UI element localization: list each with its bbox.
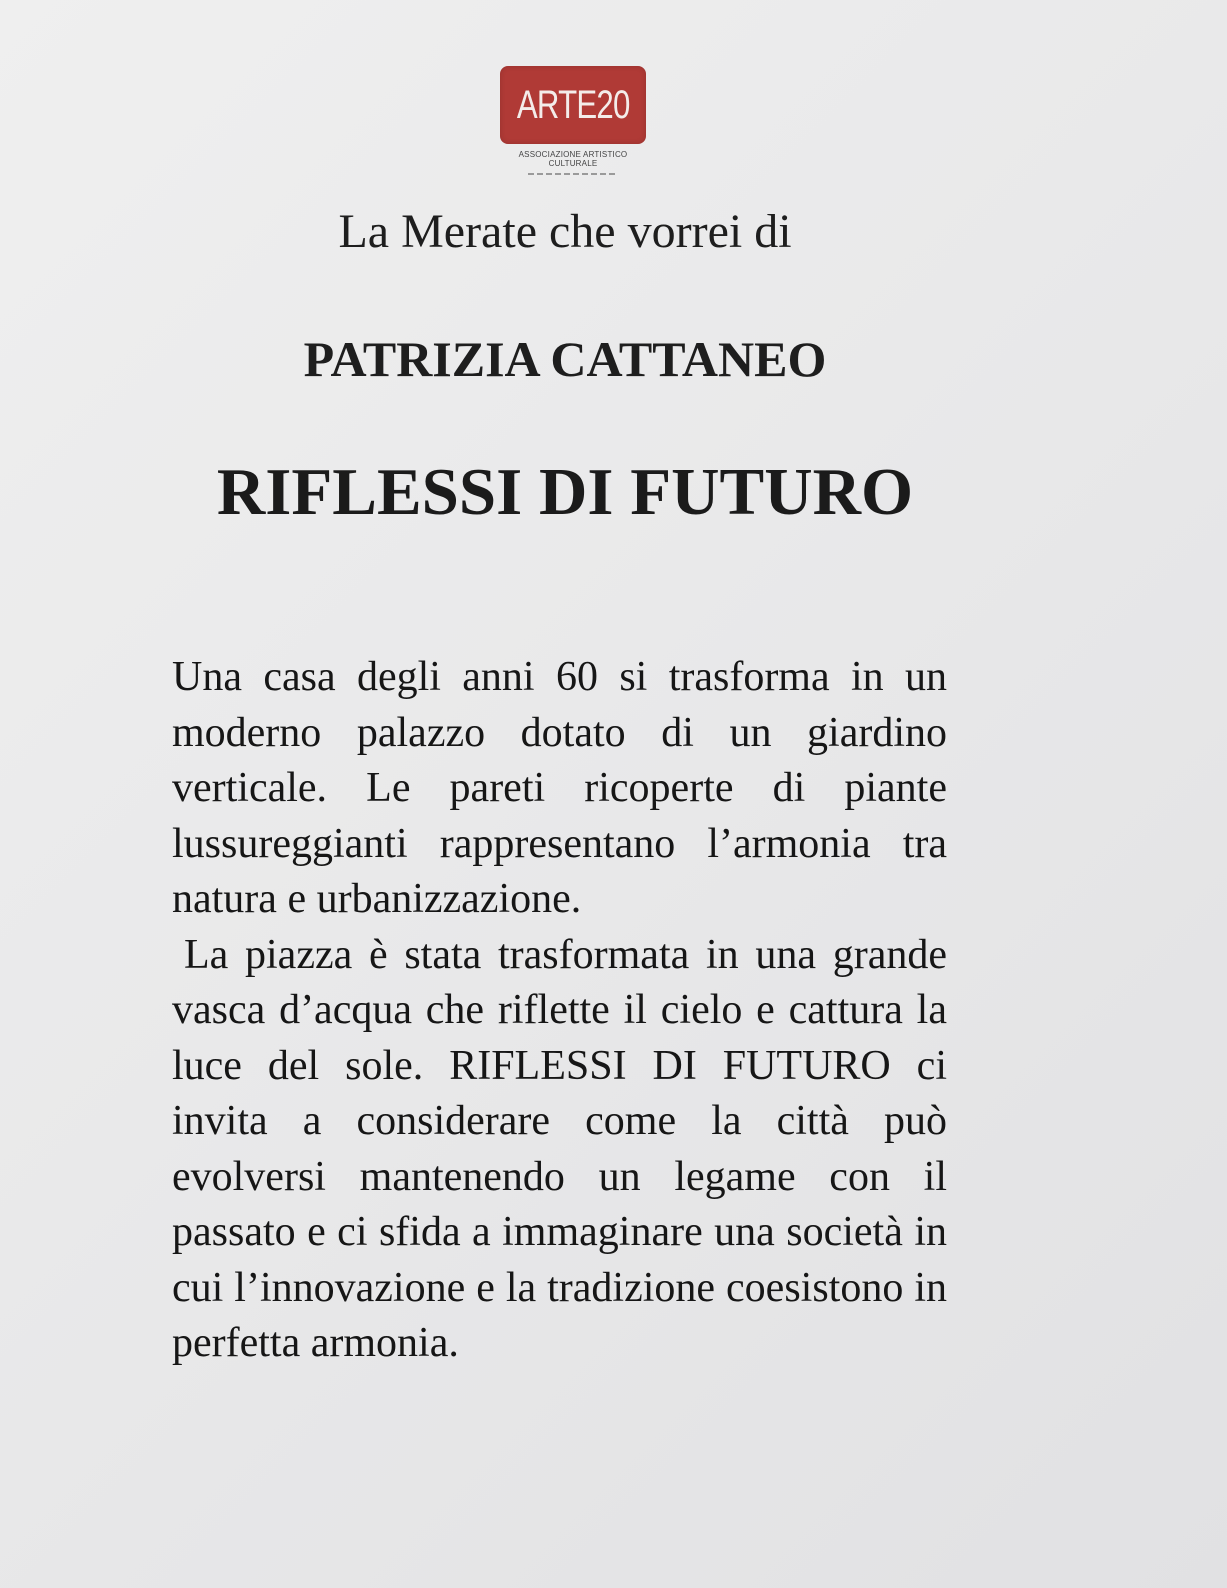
description-text (172, 650, 947, 1372)
logo-badge (500, 66, 646, 144)
author-name: PATRIZIA CATTANEO (303, 331, 827, 387)
description-paragraph-2: La piazza è stata trasformata in una grande vasca d’acqua che riflette il cielo e cattura la luce del sole. RIFLESSI DI FUTURO ci invita a considerare come la città può evolversi mantenendo un legame con il passato e ci sfida a immaginare una società in cui l’innovazione e la tradizione coesistono in perfetta armonia. (172, 931, 947, 1366)
document-subtitle: La Merate che vorrei di (338, 205, 792, 258)
logo-word: ARTE20 (516, 82, 630, 127)
arte20-logo (497, 66, 649, 176)
logo-tagline: ASSOCIAZIONE ARTISTICO CULTURALE (518, 150, 628, 168)
artwork-title: RIFLESSI DI FUTURO (216, 455, 914, 529)
description-paragraph-1: Una casa degli anni 60 si trasforma in un moderno palazzo dotato di un giardino verticale. Le pareti ricoperte di piante lussureggianti rappresentano l’armonia tra natura e urbanizzazione. (172, 654, 947, 922)
logo-fine-print (528, 173, 618, 175)
